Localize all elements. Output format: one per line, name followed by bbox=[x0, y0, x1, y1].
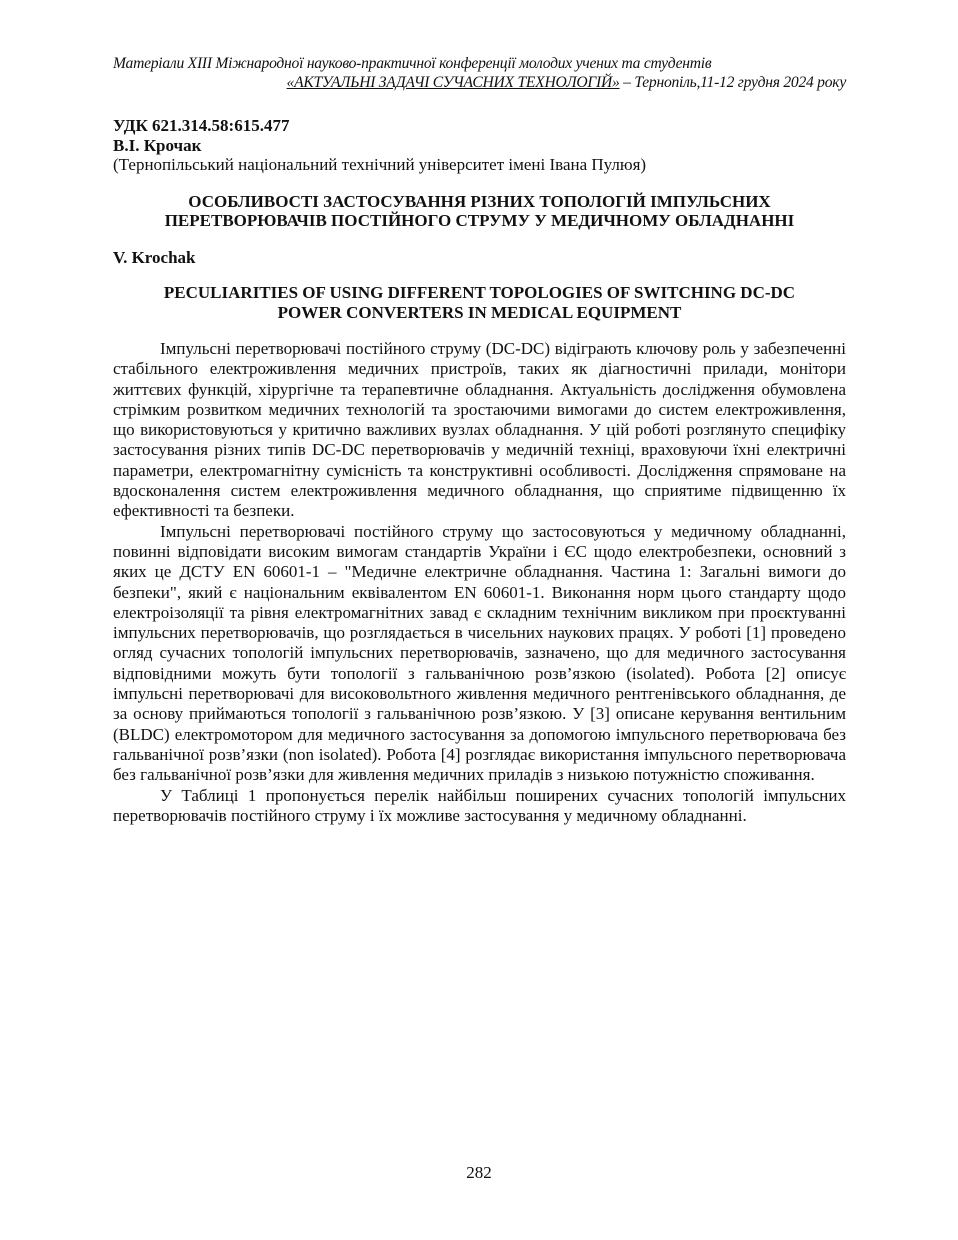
title-en-line-1: PECULIARITIES OF USING DIFFERENT TOPOLOGIES OF SWITCHING DC-DC bbox=[163, 283, 796, 302]
title-ua-line-1: ОСОБЛИВОСТІ ЗАСТОСУВАННЯ РІЗНИХ ТОПОЛОГІЙ ІМПУЛЬСНИХ bbox=[188, 191, 771, 211]
udc-code: УДК 621.314.58:615.477 bbox=[113, 116, 290, 135]
title-ua-line-2: ПЕРЕТВОРЮВАЧІВ ПОСТІЙНОГО СТРУМУ У МЕДИЧНОМУ ОБЛАДНАННІ bbox=[164, 211, 795, 230]
page-number: 282 bbox=[466, 1163, 492, 1182]
title-en-line-2: POWER CONVERTERS IN MEDICAL EQUIPMENT bbox=[277, 302, 682, 322]
title-en bbox=[113, 283, 846, 322]
header-location-date: – Тернопіль,11-12 грудня 2024 року bbox=[619, 74, 846, 91]
author-ua: В.І. Крочак bbox=[113, 135, 202, 155]
paragraph: Імпульсні перетворювачі постійного струму що застосовуються у медичному обладнанні, повинні відповідати високим вимогам стандартів України і ЄС щодо електробезпеки, основний з яких це ДСТУ EN 60601-1 – "Медичне електричне обладнання. Частина 1: Загальні вимоги до безпеки", який є національним еквівалентом EN 60601-1. Виконання норм цього стандарту щодо електроізоляції та рівня електромагнітних завад є складним технічним викликом при проєктуванні імпульсних перетворювачів, що розглядається в чисельних наукових працях. У роботі [1] проведено огляд сучасних топологій імпульсних перетворювачів, зазначено, що для медичного застосування відповідними можуть бути топології з гальванічною розв’язкою (isolated). Робота [2] описує імпульсні перетворювачі для високовольтного живлення медичного рентгенівського обладнання, де за основу приймаються топології з гальванічною розв’язкою. У [3] описане керування вентильним (BLDC) електромотором для медичного застосування за допомогою імпульсного перетворювача без гальванічної розв’язки (non isolated). Робота [4] розглядає використання імпульсного перетворювача без гальванічної розв’язки для живлення медичних приладів з низькою потужністю споживання. bbox=[113, 521, 846, 785]
article-body bbox=[113, 339, 846, 826]
page bbox=[113, 54, 846, 1240]
header-conference-name: «АКТУАЛЬНІ ЗАДАЧІ СУЧАСНИХ ТЕХНОЛОГІЙ» bbox=[286, 74, 620, 91]
title-ua bbox=[113, 192, 846, 231]
running-header bbox=[113, 54, 846, 92]
author-en: V. Krochak bbox=[113, 247, 196, 267]
header-conference-line bbox=[113, 73, 846, 92]
paragraph: У Таблиці 1 пропонується перелік найбільш поширених сучасних топологій імпульсних перетворювачів постійного струму і їх можливе застосування у медичному обладнанні. bbox=[113, 785, 846, 825]
header-proceedings-line: Матеріали XIII Міжнародної науково-практичної конференції молодих учених та студентів bbox=[113, 55, 712, 72]
paragraph: Імпульсні перетворювачі постійного струму (DC-DC) відіграють ключову роль у забезпеченні стабільного електроживлення медичних пристроїв, таких як діагностичні прилади, монітори життєвих функцій, хірургічне та терапевтичне обладнання. Актуальність дослідження обумовлена стрімким розвитком медичних технологій та зростаючими вимогами до систем електроживлення, що використовуються у критично важливих вузлах обладнання. У цій роботі розглянуто специфіку застосування різних типів DC-DC перетворювачів у медичній техніці, враховуючи їхні електричні параметри, електромагнітну сумісність та конструктивні особливості. Дослідження спрямоване на вдосконалення систем електроживлення медичного обладнання, що сприятиме підвищенню їх ефективності та безпеки. bbox=[113, 339, 846, 521]
affiliation: (Тернопільський національний технічний університет імені Івана Пулюя) bbox=[113, 155, 647, 174]
